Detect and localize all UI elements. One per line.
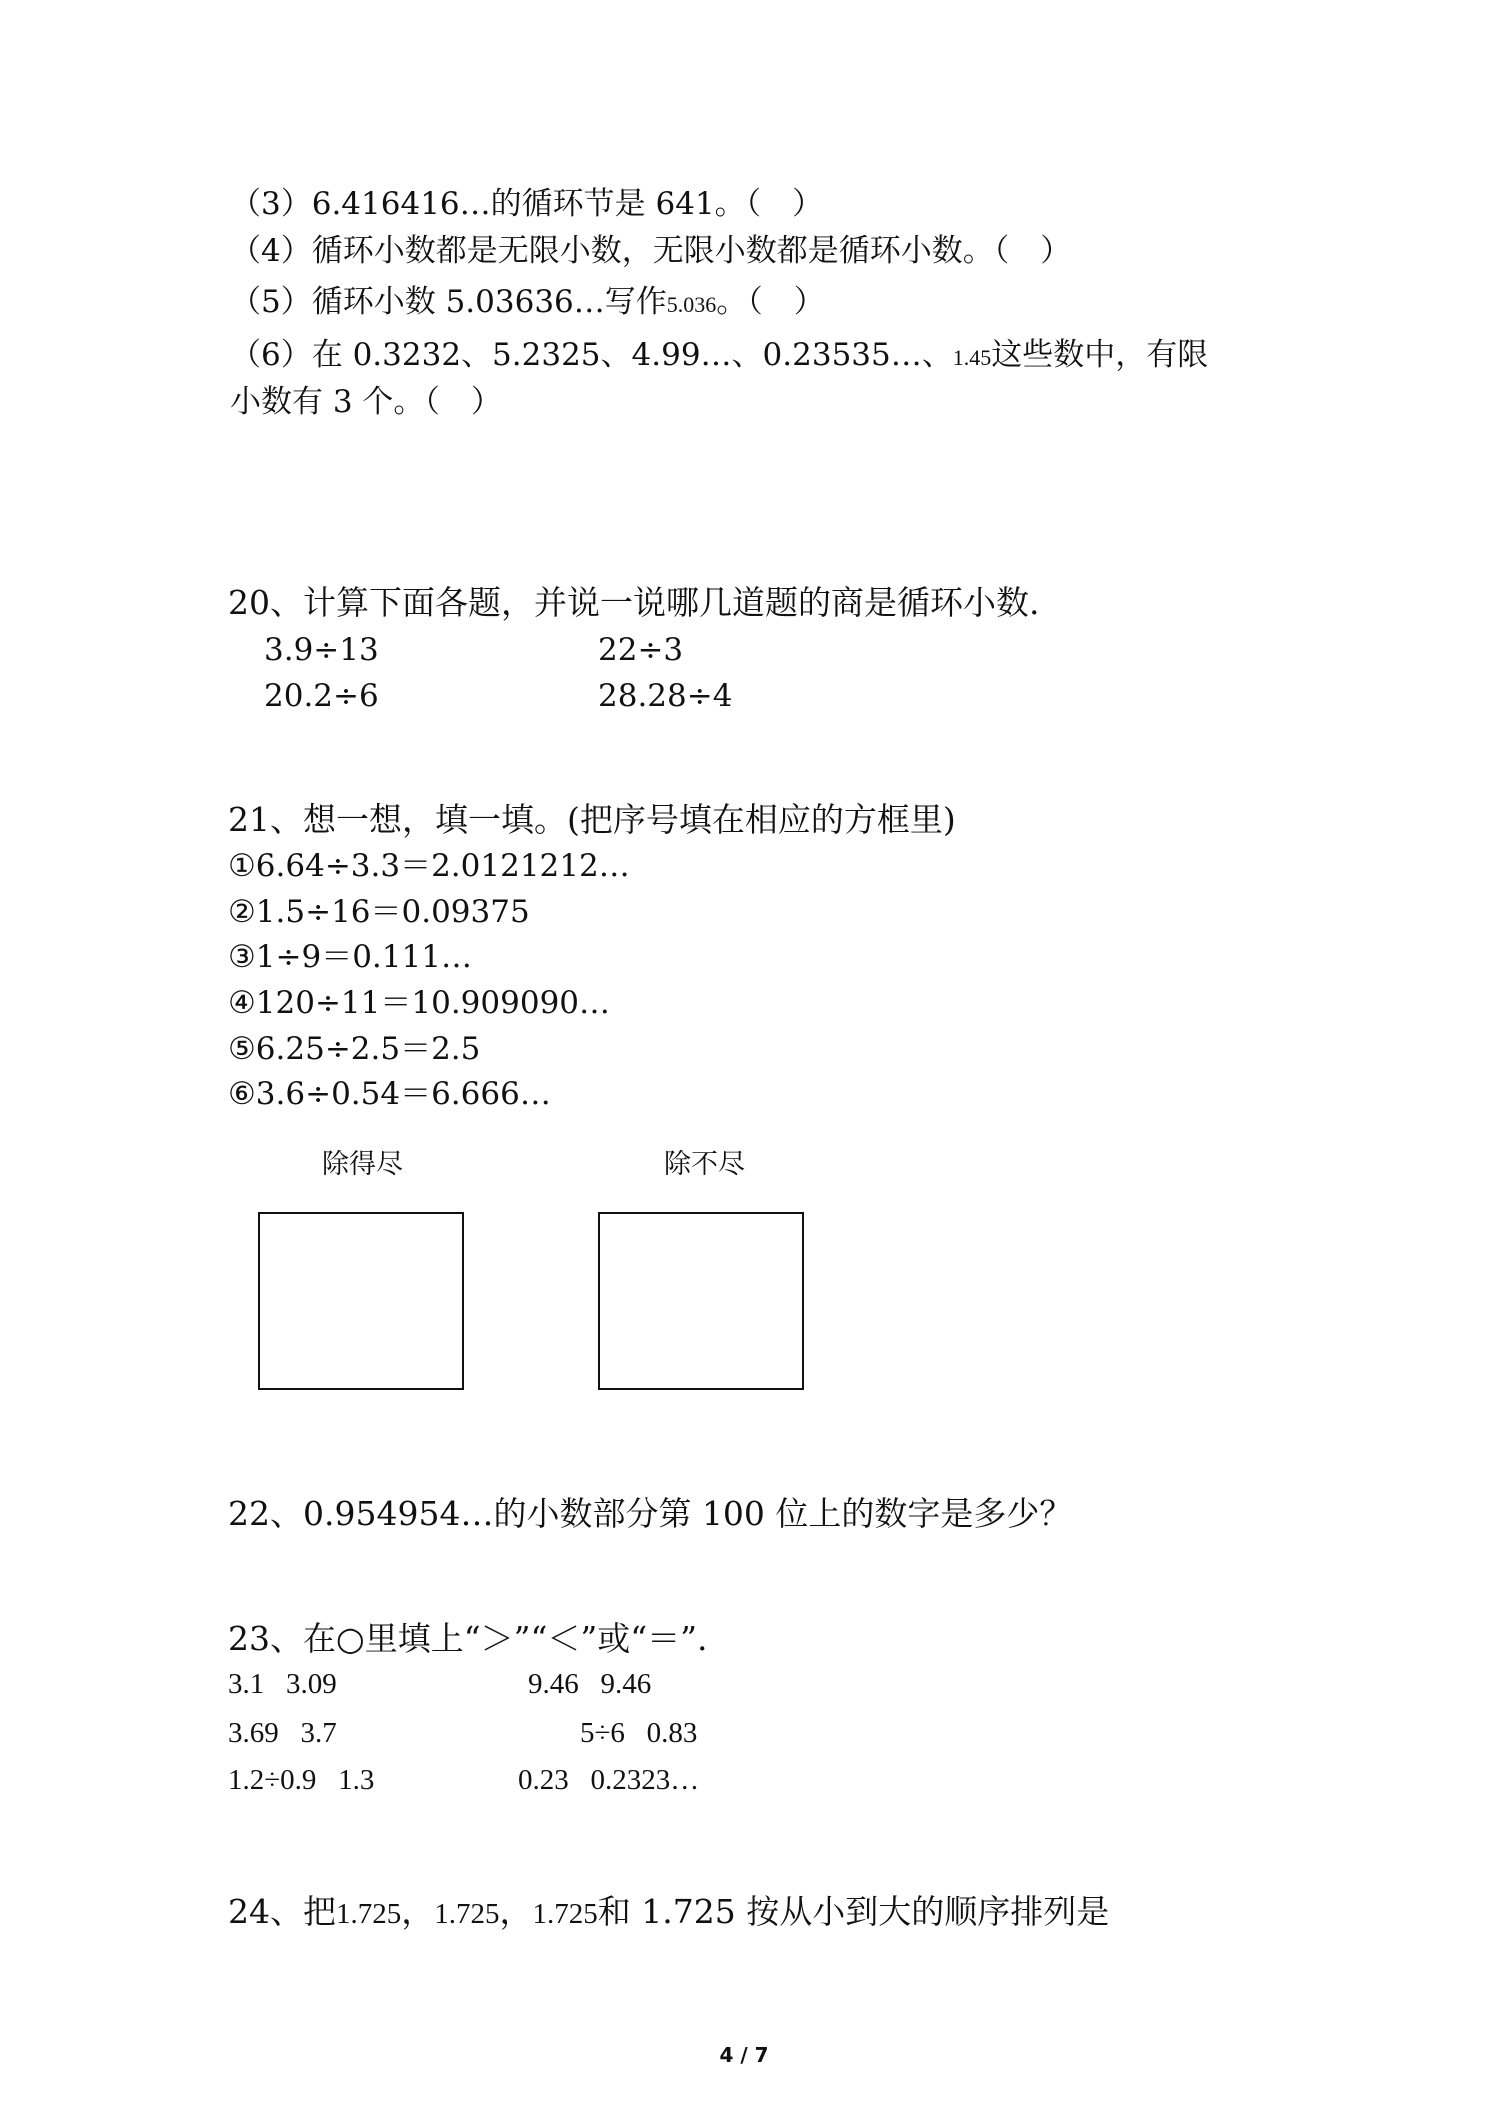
q22-title: 22、0.954954…的小数部分第 100 位上的数字是多少？: [228, 1494, 1073, 1533]
q23-title: 23、在○里填上“＞”“＜”或“＝”.: [228, 1619, 708, 1658]
q21-item: ③1÷9＝0.111…: [228, 939, 472, 975]
answer-box-non-terminating[interactable]: [598, 1212, 804, 1390]
left-operand: 3.69: [228, 1717, 279, 1749]
repeating-decimal: 1.725: [434, 1898, 500, 1930]
judgment-item-5: [230, 282, 825, 325]
right-operand: 1.3: [338, 1764, 375, 1796]
q20-item: 3.9÷13: [264, 632, 379, 668]
repeating-decimal: 1.45: [952, 345, 992, 370]
page-number: 4 / 7: [719, 2043, 769, 2067]
q21-item: ②1.5÷16＝0.09375: [228, 894, 530, 930]
q21-title: 21、想一想，填一填。(把序号填在相应的方框里): [228, 800, 956, 839]
judgment-item-6-tail: 这些数中，有限: [991, 337, 1209, 373]
judgment-item-3: （3）6.416416…的循环节是 641。（ ）: [230, 186, 824, 222]
q21-item: ①6.64÷3.3＝2.0121212…: [228, 848, 630, 884]
right-operand: 0.2323…: [590, 1764, 700, 1796]
box-label-divisible: 除得尽: [322, 1149, 403, 1180]
q21-item: ④120÷11＝10.909090…: [228, 985, 611, 1021]
q20-item: 22÷3: [598, 632, 684, 668]
comparison-pair: [228, 1664, 337, 1704]
judgment-item-6: [230, 335, 1208, 378]
left-operand: 0.23: [518, 1764, 569, 1796]
comparison-pair: [228, 1760, 374, 1800]
judgment-item-6-continued: 小数有 3 个。（ ）: [230, 384, 502, 420]
q20-item: 28.28÷4: [598, 678, 733, 714]
judgment-item-4: （4）循环小数都是无限小数，无限小数都是循环小数。（ ）: [230, 233, 1072, 269]
box-label-non-terminating: 除不尽: [664, 1149, 745, 1180]
q24-tail: 1.725 按从小到大的顺序排列是: [641, 1892, 1110, 1931]
right-operand: 3.09: [286, 1668, 337, 1700]
q24-prefix: 24、把: [228, 1892, 336, 1931]
q20-item: 20.2÷6: [264, 678, 379, 714]
separator: ，: [401, 1892, 435, 1931]
repeating-decimal: 1.725: [532, 1898, 598, 1930]
q24-text: [228, 1892, 1109, 1934]
q24-and: 和: [597, 1892, 631, 1931]
left-operand: 1.2÷0.9: [228, 1764, 317, 1796]
comparison-pair: [228, 1713, 337, 1753]
right-operand: 3.7: [300, 1717, 337, 1749]
left-operand: 3.1: [228, 1668, 265, 1700]
left-operand: 5÷6: [580, 1717, 625, 1749]
comparison-pair: [528, 1664, 651, 1704]
q21-item: ⑥3.6÷0.54＝6.666…: [228, 1076, 551, 1112]
judgment-item-6-text: （6）在 0.3232、5.2325、4.99…、0.23535…、: [230, 337, 953, 373]
judgment-item-5-tail: 。（ ）: [716, 284, 825, 320]
comparison-pair: [518, 1760, 699, 1800]
left-operand: 9.46: [528, 1668, 579, 1700]
comparison-pair: [580, 1713, 697, 1753]
separator: ，: [499, 1892, 533, 1931]
repeating-decimal: 5.036: [666, 292, 717, 317]
right-operand: 0.83: [646, 1717, 698, 1749]
judgment-item-5-text: （5）循环小数 5.03636…写作: [230, 284, 667, 320]
right-operand: 9.46: [600, 1668, 652, 1700]
q21-item: ⑤6.25÷2.5＝2.5: [228, 1031, 481, 1067]
answer-box-divisible[interactable]: [258, 1212, 464, 1390]
q20-title: 20、计算下面各题，并说一说哪几道题的商是循环小数.: [228, 583, 1040, 622]
repeating-decimal: 1.725: [336, 1898, 402, 1930]
